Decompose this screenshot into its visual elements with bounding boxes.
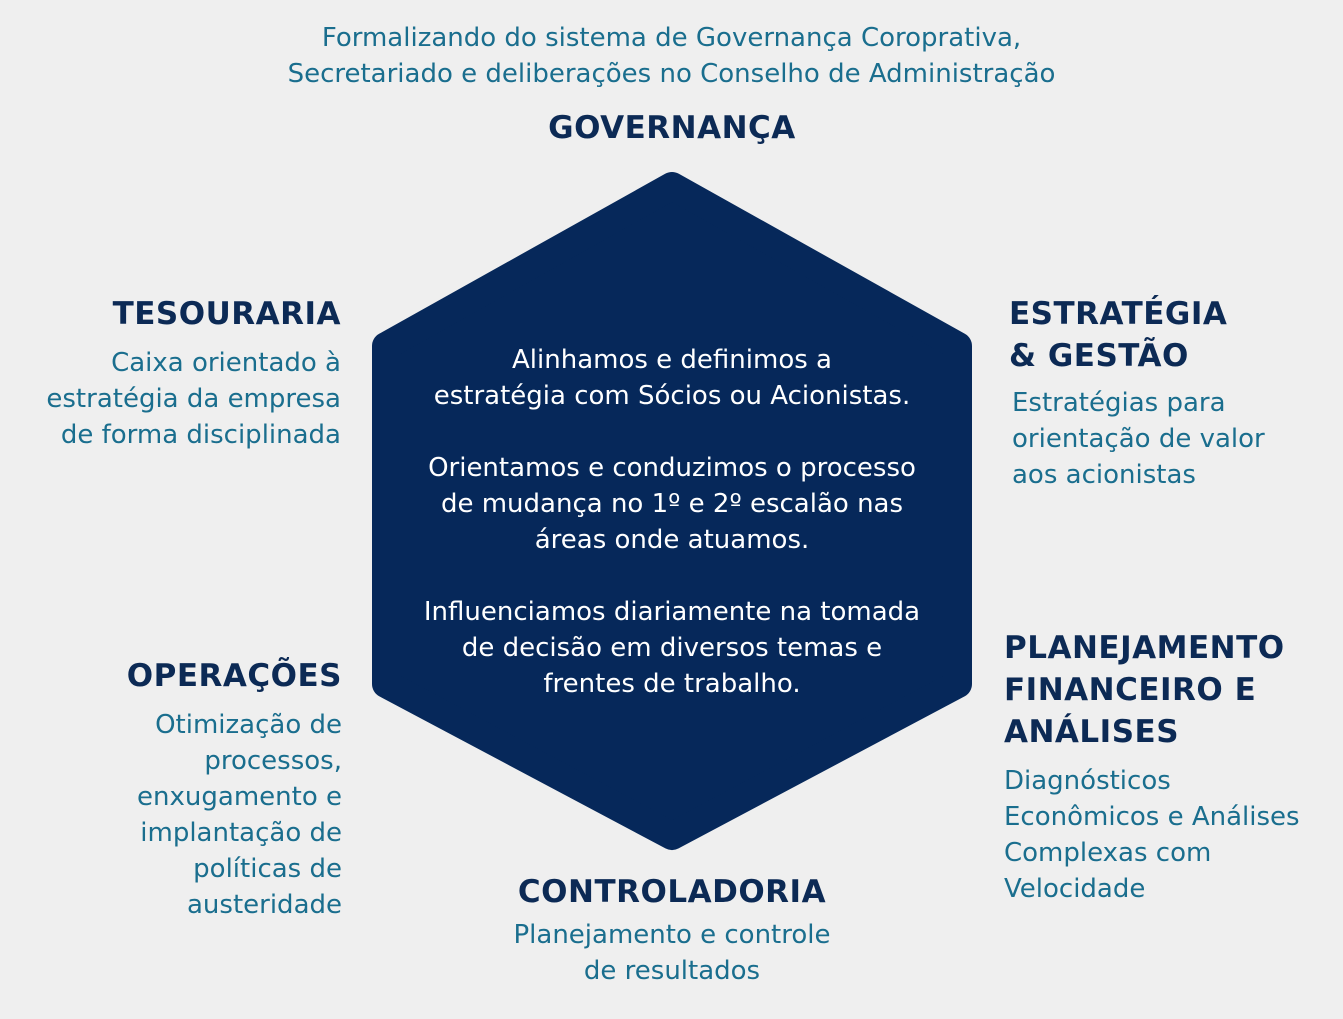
desc-line: orientação de valor	[1012, 424, 1265, 454]
desc-line: implantação de	[140, 818, 342, 848]
desc-line: processos,	[204, 746, 342, 776]
desc-line: Diagnósticos	[1004, 766, 1171, 796]
center-line: de decisão em diversos temas e	[461, 633, 883, 663]
operacoes-title: OPERAÇÕES	[126, 658, 342, 694]
center-text	[372, 342, 972, 702]
center-line: Alinhamos e definimos a	[512, 345, 832, 375]
governanca-title: GOVERNANÇA	[548, 110, 796, 146]
tesouraria-block	[0, 293, 341, 453]
desc-line: de forma disciplinada	[60, 420, 341, 450]
center-line: estratégia com Sócios ou Acionistas.	[433, 381, 911, 411]
estrategia-block	[1009, 293, 1339, 493]
operacoes-desc	[0, 707, 342, 923]
desc-line: políticas de	[193, 854, 342, 884]
desc-line: Velocidade	[1004, 874, 1146, 904]
planejamento-title	[1004, 627, 1343, 753]
intro-line: Formalizando do sistema de Governança Coroprativa,	[321, 23, 1022, 53]
estrategia-title	[1009, 293, 1339, 377]
center-line: frentes de trabalho.	[543, 669, 801, 699]
title-line: ANÁLISES	[1004, 714, 1180, 750]
intro-line: Secretariado e deliberações no Conselho de Administração	[287, 59, 1056, 89]
tesouraria-desc	[0, 345, 341, 453]
intro-text	[200, 20, 1143, 92]
planejamento-block	[1004, 627, 1343, 907]
planejamento-desc	[1004, 763, 1343, 907]
tesouraria-title: TESOURARIA	[112, 296, 341, 332]
desc-line: de resultados	[583, 956, 761, 986]
desc-line: Estratégias para	[1012, 388, 1226, 418]
controladoria-block	[422, 871, 922, 989]
operacoes-block	[0, 655, 342, 923]
title-line: & GESTÃO	[1009, 338, 1189, 374]
estrategia-desc	[1012, 385, 1339, 493]
center-line: Influenciamos diariamente na tomada	[423, 597, 921, 627]
controladoria-desc	[422, 917, 922, 989]
title-line: ESTRATÉGIA	[1009, 296, 1228, 332]
desc-line: Caixa orientado à	[111, 348, 341, 378]
center-line: áreas onde atuamos.	[534, 525, 810, 555]
desc-line: Otimização de	[155, 710, 342, 740]
desc-line: enxugamento e	[137, 782, 342, 812]
desc-line: Complexas com	[1004, 838, 1212, 868]
desc-line: Econômicos e Análises	[1004, 802, 1300, 832]
controladoria-title: CONTROLADORIA	[517, 874, 827, 910]
title-line: FINANCEIRO E	[1004, 672, 1257, 708]
desc-line: austeridade	[187, 890, 342, 920]
desc-line: Planejamento e controle	[513, 920, 831, 950]
center-line: Orientamos e conduzimos o processo	[428, 453, 916, 483]
title-line: PLANEJAMENTO	[1004, 630, 1285, 666]
desc-line: estratégia da empresa	[46, 384, 341, 414]
desc-line: aos acionistas	[1012, 460, 1196, 490]
center-line: de mudança no 1º e 2º escalão nas	[440, 489, 904, 519]
